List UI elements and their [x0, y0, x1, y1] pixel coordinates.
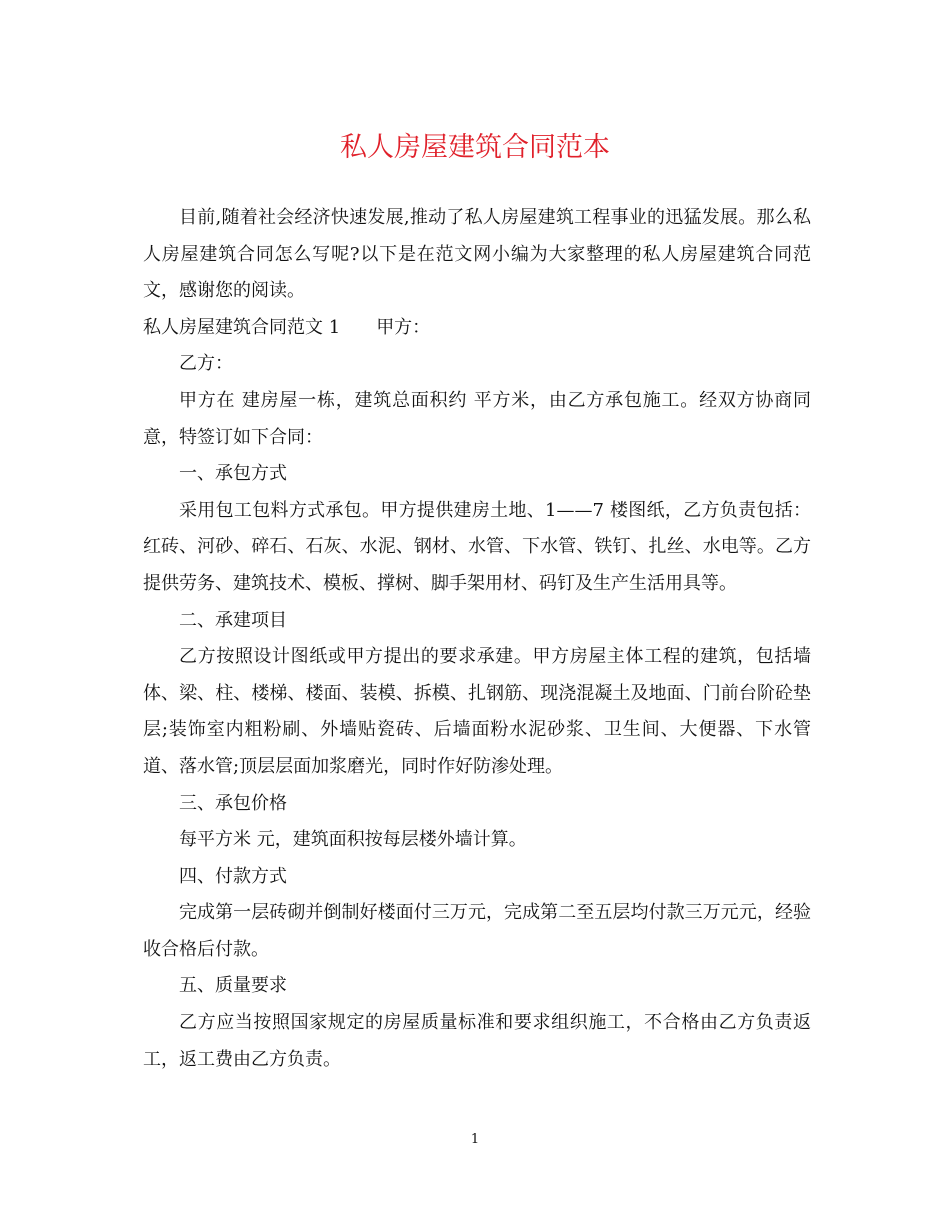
section-heading: 一、承包方式 [179, 463, 287, 485]
page-number: 1 [470, 1132, 480, 1147]
document-body [143, 200, 811, 1078]
section-body: 乙方应当按照国家规定的房屋质量标准和要求组织施工，不合格由乙方负责返工，返工费由乙方负责。 [143, 1012, 811, 1070]
section-body: 每平方米 元，建筑面积按每层楼外墙计算。 [179, 829, 527, 851]
preamble-paragraph: 甲方在 建房屋一栋，建筑总面积约 平方米，由乙方承包施工。经双方协商同意，特签订如下合同： [143, 389, 811, 448]
section-heading: 四、付款方式 [179, 865, 287, 887]
section-body: 完成第一层砖砌并倒制好楼面付三万元，完成第二至五层均付款三万元元，经验收合格后付款。 [143, 902, 811, 960]
section-heading: 五、质量要求 [179, 975, 287, 997]
section-body: 采用包工包料方式承包。甲方提供建房土地、1——7 楼图纸，乙方负责包括：红砖、河砂、碎石、石灰、水泥、钢材、水管、下水管、铁钉、扎丝、水电等。乙方提供劳务、建筑技术、模板、撑树、脚手架用材、码钉及生产生活用具等。 [143, 499, 811, 594]
sample-heading-line [143, 310, 811, 347]
party-b-label: 乙方： [179, 353, 233, 375]
party-a-label: 甲方： [376, 316, 431, 338]
section-body: 乙方按照设计图纸或甲方提出的要求承建。甲方房屋主体工程的建筑，包括墙体、梁、柱、楼梯、楼面、装模、拆模、扎钢筋、现浇混凝土及地面、门前台阶砼垫层;装饰室内粗粉刷、外墙贴瓷砖、后墙面粉水泥砂浆、卫生间、大便器、下水管道、落水管;顶层层面加浆磨光，同时作好防渗处理。 [143, 646, 811, 777]
intro-paragraph: 目前,随着社会经济快速发展,推动了私人房屋建筑工程事业的迅猛发展。那么私人房屋建筑合同怎么写呢?以下是在范文网小编为大家整理的私人房屋建筑合同范文，感谢您的阅读。 [143, 207, 811, 302]
section-heading: 二、承建项目 [179, 609, 287, 631]
sample-heading: 私人房屋建筑合同范文 1 [143, 316, 341, 338]
section-heading: 三、承包价格 [179, 792, 287, 814]
document-title: 私人房屋建筑合同范本 [340, 132, 610, 163]
